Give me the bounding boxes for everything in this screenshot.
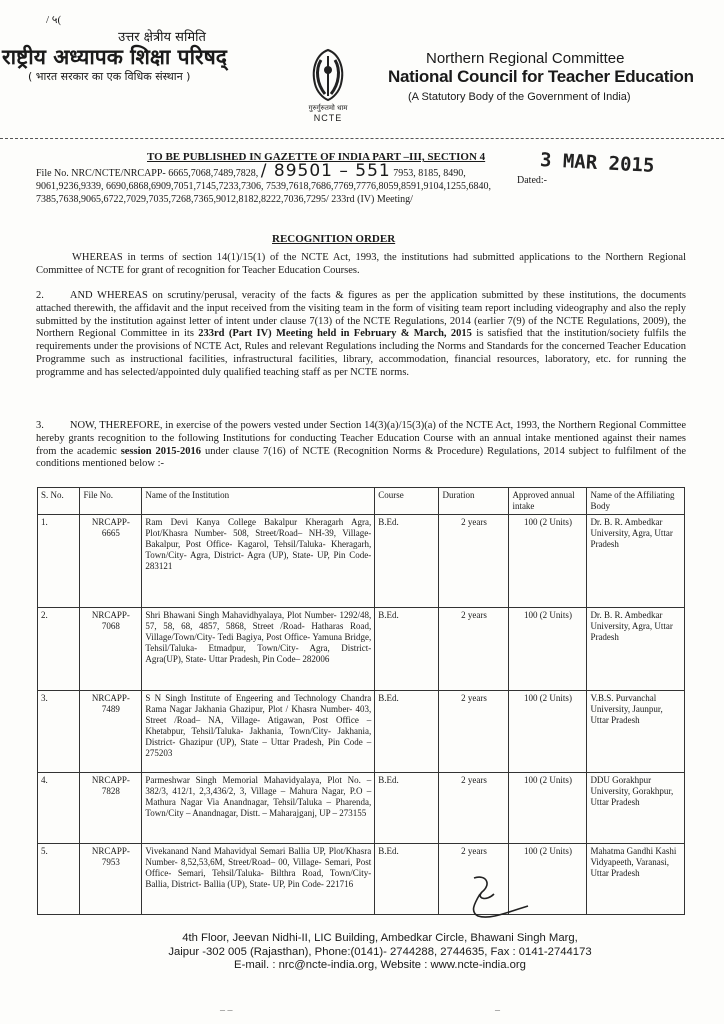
cell-intake: 100 (2 Units) — [509, 691, 587, 773]
cell-course: B.Ed. — [375, 515, 439, 608]
header-file-no: File No. — [80, 488, 142, 515]
header-divider — [0, 138, 724, 139]
cell-duration: 2 years — [439, 515, 509, 608]
cell-file-no: NRCAPP-6665 — [80, 515, 142, 608]
hindi-statutory-note: ( भारत सरकार का एक विधिक संस्थान ) — [28, 70, 191, 83]
paragraph-3-text-b: under clause 7(16) of NCTE (Recognition Norms & Procedure) Regulations, 2014 subject to fulfilment of the conditions mentioned below :- — [36, 445, 686, 470]
date-stamp: 3 MAR 2015 — [539, 149, 655, 177]
committee-name: Northern Regional Committee — [426, 50, 625, 67]
paragraph-2-text-a: AND WHEREAS on scrutiny/perusal, veracity of the facts & figures as per the application submitted by these institutions, the documents attached therewith, the affidavit and the input received from the visiting team in the form of visiting team report including videography and also the reply submitted by the institution against letter of intent under clause 7(13) of the NCTE Regulations, 2014 (earlier 7(9) of the NCTE Regulations, 2009), the Northern Regional Committee in its — [36, 290, 686, 340]
file-number-list: 7953, 8185, 8490, 9061,9236,9339, 6690,6868,6909,7051,7145,7233,7306, 7539,7618,7686,7769,7776,8059,8591,9104,1255,6840, 7385,7638,9065,6722,7029,7035,7268,7365,9012,8182,8222,7036,7295/ 233rd (IV) Meeting/ — [36, 168, 491, 205]
cell-sno: 4. — [38, 773, 80, 844]
footer-contact-line: Jaipur -302 005 (Rajasthan), Phone:(0141)- 2744288, 2744635, Fax : 0141-2744173 — [168, 945, 592, 958]
dated-label: Dated:- — [517, 175, 547, 186]
paragraph-2-meeting: 233rd (Part IV) Meeting held in February & March, 2015 — [198, 328, 472, 340]
header-intake: Approved annual intake — [509, 488, 587, 515]
cell-intake: 100 (2 Units) — [509, 773, 587, 844]
cell-intake: 100 (2 Units) — [509, 844, 587, 915]
paragraph-2-text-b: is satisfied that the institution/society fulfils the requirements under the provisions of NCTE Act, Rules and relevant Regulations including the Norms and Standards for the concerned Teacher Education Programme such as instructional facilities, infrastructural facilities, library, accommodation, financial resources, laboratory, etc. for running the programme and has selected/appointed duly qualified teaching staff as per NCTE norms. — [36, 328, 686, 378]
cell-institution-name: Ram Devi Kanya College Bakalpur Kheragarh Agra, Plot/Khasra Number- 508, Street/Road– NH-39, Village- Bakalpur, Post Office- Kagarol, Tehsil/Taluka- Kheragarh, Town/City- Agra, District- Agra (UP), State- UP, Pin Code- 283121 — [142, 515, 375, 608]
paragraph-1-text: WHEREAS in terms of section 14(1)/15(1) of the NCTE Act, 1993, the institutions had submitted applications to the Northern Regional Committee of NCTE for grant of recognition for Teacher Education Courses. — [36, 252, 686, 276]
gazette-heading: TO BE PUBLISHED IN GAZETTE OF INDIA PART –III, SECTION 4 — [147, 151, 486, 163]
ncte-emblem-icon — [303, 46, 353, 102]
statutory-note: (A Statutory Body of the Government of India) — [408, 91, 631, 103]
english-header — [388, 50, 694, 103]
paragraph-1 — [36, 252, 686, 278]
table-header-row — [38, 488, 685, 515]
hindi-committee-name: उत्तर क्षेत्रीय समिति — [118, 30, 206, 45]
file-number-block — [36, 161, 506, 206]
paragraph-2 — [36, 290, 686, 380]
cell-intake: 100 (2 Units) — [509, 515, 587, 608]
header-sno: S. No. — [38, 488, 80, 515]
cell-duration: 2 years — [439, 608, 509, 691]
cell-affiliating-body: Mahatma Gandhi Kashi Vidyapeeth, Varanasi, Uttar Pradesh — [587, 844, 685, 915]
table-row — [38, 773, 685, 844]
paragraph-3-session: session 2015-2016 — [120, 445, 202, 457]
order-title: RECOGNITION ORDER — [272, 233, 396, 245]
cell-file-no: NRCAPP-7068 — [80, 608, 142, 691]
cell-sno: 5. — [38, 844, 80, 915]
header-institution-name: Name of the Institution — [142, 488, 375, 515]
header-duration: Duration — [439, 488, 509, 515]
cell-course: B.Ed. — [375, 608, 439, 691]
paragraph-3 — [36, 420, 686, 471]
footer-web-line: E-mail. : nrc@ncte-india.org, Website : www.ncte-india.org — [234, 959, 526, 971]
logo-text: NCTE — [313, 113, 343, 123]
cell-affiliating-body: DDU Gorakhpur University, Gorakhpur, Uttar Pradesh — [587, 773, 685, 844]
cell-institution-name: S N Singh Institute of Engeering and Technology Chandra Rama Nagar Jakhania Ghazipur, Plot / Khasra Number- 403, Street /Road– NA, Village- Atigawan, Post Office – Khetabpur, Tehsil/Taluka- Jakhania, Town/City- Jakhania, District- Ghazipur (UP), State – Uttar Pradesh, Pin Code – 275203 — [142, 691, 375, 773]
cell-institution-name: Vivekanand Nand Mahavidyal Semari Ballia UP, Plot/Khasra Number- 8,52,53,6M, Street/Road– 00, Village- Semari, Post Office- Semari, Tehsil/Taluka- Bilthra Road, Town/City- Ballia, District- Ballia (UP), State- UP, Pin Code- 221716 — [142, 844, 375, 915]
signature-icon — [456, 872, 546, 924]
paragraph-2-number: 2. — [36, 290, 44, 301]
cell-institution-name: Parmeshwar Singh Memorial Mahavidyalaya, Plot No. – 382/3, 412/1, 2,3,436/2, 3, Village – Mahura Nagar, P.O – Mathura Nagar Via Anandnagar, Tehsil/Taluka – Pharenda, Town/City – Anandnagar, Distt. – Maharajganj, UP – 273155 — [142, 773, 375, 844]
cell-file-no: NRCAPP-7489 — [80, 691, 142, 773]
table-row — [38, 844, 685, 915]
handwritten-mark: / ५( — [46, 14, 62, 26]
paragraph-3-number: 3. — [36, 420, 44, 431]
table-row — [38, 608, 685, 691]
cell-course: B.Ed. — [375, 844, 439, 915]
header-course: Course — [375, 488, 439, 515]
hindi-council-name: राष्ट्रीय अध्यापक शिक्षा परिषद् — [2, 45, 227, 69]
scan-mark: – — [495, 1005, 500, 1016]
header-affiliating-body: Name of the Affiliating Body — [587, 488, 685, 515]
cell-affiliating-body: V.B.S. Purvanchal University, Jaunpur, Uttar Pradesh — [587, 691, 685, 773]
cell-intake: 100 (2 Units) — [509, 608, 587, 691]
logo-motto: गुरुर्गुरुतमो धाम — [308, 104, 348, 112]
paragraph-3-text-a: NOW, THEREFORE, in exercise of the powers vested under Section 14(3)(a)/15(3)(a) of the NCTE Act, 1993, the Northern Regional Committee hereby grants recognition to the following Institutions for conducting Teacher Education Course with an annual intake mentioned against their names from the academic — [36, 420, 686, 457]
hindi-header — [2, 12, 292, 84]
cell-file-no: NRCAPP-7828 — [80, 773, 142, 844]
table-row — [38, 691, 685, 773]
cell-affiliating-body: Dr. B. R. Ambedkar University, Agra, Uttar Pradesh — [587, 608, 685, 691]
cell-duration: 2 years — [439, 844, 509, 915]
cell-institution-name: Shri Bhawani Singh Mahavidhyalaya, Plot Number- 1292/48, 57, 58, 68, 4857, 5868, Street /Road- Hatharas Road, Village/Town/City- Tedi Bagiya, Post Office- Yamuna Bridge, Tehsil/Taluka- Etmadpur, Town/City- Agra, District- Agra(UP), State- Uttar Pradesh, Pin Code– 282006 — [142, 608, 375, 691]
cell-duration: 2 years — [439, 691, 509, 773]
scan-mark: – – — [220, 1005, 233, 1016]
cell-course: B.Ed. — [375, 773, 439, 844]
cell-sno: 3. — [38, 691, 80, 773]
cell-course: B.Ed. — [375, 691, 439, 773]
cell-sno: 2. — [38, 608, 80, 691]
table-row — [38, 515, 685, 608]
handwritten-dispatch-number: / 89501 – 551 — [260, 161, 391, 181]
cell-duration: 2 years — [439, 773, 509, 844]
cell-file-no: NRCAPP-7953 — [80, 844, 142, 915]
institution-table — [37, 487, 685, 915]
council-name: National Council for Teacher Education — [388, 67, 694, 86]
ncte-logo — [296, 46, 360, 123]
file-number-prefix: File No. NRC/NCTE/NRCAPP- 6665,7068,7489,7828, — [36, 168, 259, 179]
footer-address-line: 4th Floor, Jeevan Nidhi-II, LIC Building, Ambedkar Circle, Bhawani Singh Marg, — [182, 932, 578, 944]
cell-affiliating-body: Dr. B. R. Ambedkar University, Agra, Uttar Pradesh — [587, 515, 685, 608]
footer-address — [80, 932, 680, 973]
cell-sno: 1. — [38, 515, 80, 608]
